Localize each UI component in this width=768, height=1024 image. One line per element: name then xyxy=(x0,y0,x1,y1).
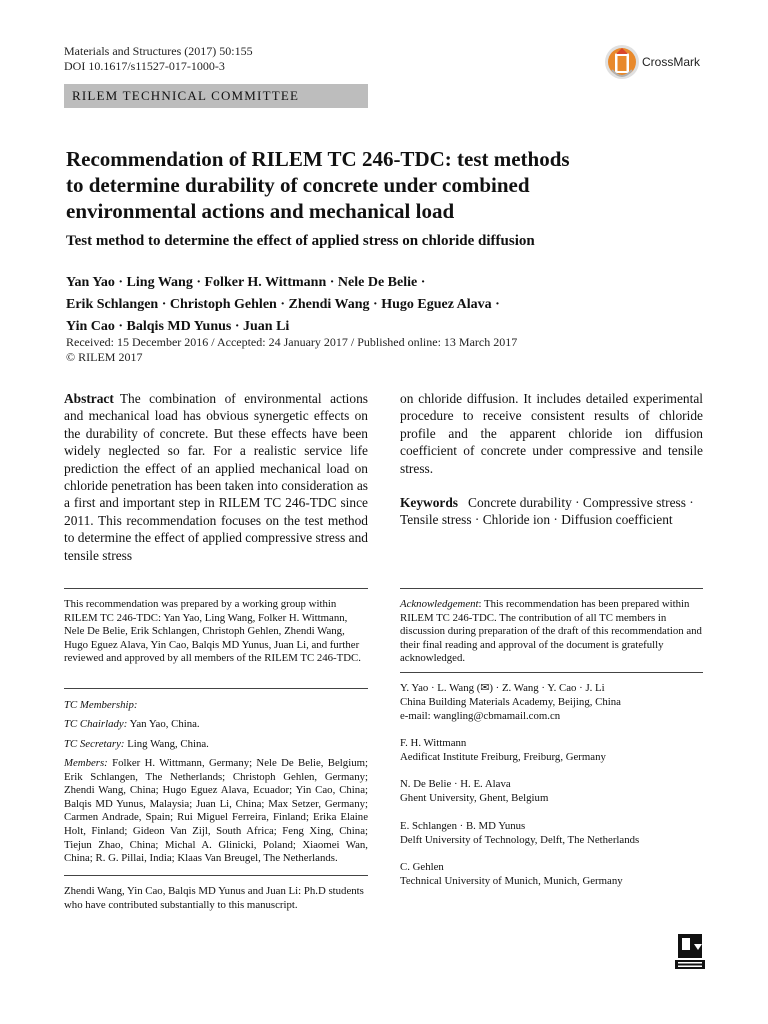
copyright-line: © RILEM 2017 xyxy=(66,350,143,364)
footnote-rule-right xyxy=(400,588,703,589)
tc-members xyxy=(64,757,368,866)
journal-citation: Materials and Structures (2017) 50:155 xyxy=(64,44,253,58)
tc-members-label: Members: xyxy=(64,757,108,769)
affiliation-line: Delft University of Technology, Delft, The Netherlands xyxy=(400,833,640,846)
section-label-bar xyxy=(64,84,368,108)
author-list xyxy=(66,272,706,338)
doi[interactable]: DOI 10.1617/s11527-017-1000-3 xyxy=(64,59,225,73)
affiliation-line: Aedificat Institute Freiburg, Freiburg, Germany xyxy=(400,750,606,763)
affiliation-block xyxy=(400,820,703,848)
tc-secretary-value: Ling Wang, China. xyxy=(127,738,209,750)
affiliation-names: Y. Yao · L. Wang (✉) · Z. Wang · Y. Cao · J. Li xyxy=(400,682,605,694)
dates-line: Received: 15 December 2016 / Accepted: 24 January 2017 / Published online: 13 March 2017 xyxy=(66,335,518,349)
footnote-divider xyxy=(64,688,368,689)
paper-subtitle: Test method to determine the effect of applied stress on chloride diffusion xyxy=(66,233,535,249)
keywords xyxy=(400,494,703,529)
affiliation-line: China Building Materials Academy, Beijing, China xyxy=(400,695,621,708)
tc-chair-label: TC Chairlady: xyxy=(64,718,128,730)
affiliation-block xyxy=(400,737,703,765)
affiliation-line: Technical University of Munich, Munich, Germany xyxy=(400,874,623,887)
title-line: to determine durability of concrete under combined xyxy=(66,173,530,197)
prepared-note: This recommendation was prepared by a working group within RILEM TC 246-TDC: Yan Yao, Ling Wang, Folker H. Wittmann, Nele De Belie, Erik Schlangen, Christoph Gehlen, Zhendi Wang, Hugo Eguez Alava, Yin Cao, Balqis MD Yunus, Juan Li, and further reviewed and approved by all members of the RILEM TC 246-TDC. xyxy=(64,598,361,665)
affiliation-names: F. H. Wittmann xyxy=(400,737,467,749)
author-line: Yan Yao · Ling Wang · Folker H. Wittmann · Nele De Belie · xyxy=(66,275,426,290)
abstract-left xyxy=(64,390,368,564)
affiliation-names: E. Schlangen · B. MD Yunus xyxy=(400,820,526,832)
affiliation-line: Ghent University, Ghent, Belgium xyxy=(400,791,549,804)
tc-membership-text: TC Membership: xyxy=(64,699,138,711)
crossmark-badge[interactable] xyxy=(604,42,714,82)
abstract-text: The combination of environmental actions and mechanical load has obvious synergetic effects on the durability of concrete. But these effects have been widely neglected so far. For a realistic service life prediction the effect of an applied mechanical load on chloride penetration has been taken into consideration as a first and important step in RILEM TC 246-TDC since 2011. This recommendation focuses on the test method to determine the effect of applied compressive stress and tensile stress xyxy=(64,391,368,563)
crossmark-icon xyxy=(604,42,640,82)
tc-secretary xyxy=(64,738,368,752)
affiliation-block xyxy=(400,778,703,806)
ack-text: : This recommendation has been prepared within RILEM TC 246-TDC. The contribution of all TC members in discussion during preparation of the draft of this recommendation and their final reading and approval of the document is gratefully acknowledged. xyxy=(400,598,702,665)
tc-members-value: Folker H. Wittmann, Germany; Nele De Belie, Belgium; Erik Schlangen, The Netherlands; Christoph Gehlen, Germany; Zhendi Wang, China; Hugo Eguez Alava, Ecuador; Yin Cao, China; Balqis MD Yunus, Malaysia; Juan Li, China; Max Setzer, Germany; Carmen Andrade, Spain; Rui Miguel Ferreira, Finland; Erika Elaine Holt, Finland; Gideon Van Zijl, South Africa; Feng Xing, China; Tiejun Zhao, China; Michal A. Glinicki, Poland; Xiaomei Wan, China; R. G. Pillai, India; Klaas Van Breugel, The Netherlands. xyxy=(64,757,368,865)
tc-chair xyxy=(64,718,368,732)
abstract-heading: Abstract xyxy=(64,391,114,406)
crossmark-label: CrossMark xyxy=(642,55,701,69)
title-line: Recommendation of RILEM TC 246-TDC: test methods xyxy=(66,147,570,171)
keywords-heading: Keywords xyxy=(400,495,459,510)
section-label: RILEM TECHNICAL COMMITTEE xyxy=(72,88,300,103)
tc-secretary-label: TC Secretary: xyxy=(64,738,125,750)
author-line: Erik Schlangen · Christoph Gehlen · Zhendi Wang · Hugo Eguez Alava · xyxy=(66,297,500,312)
abstract-text-continued: on chloride diffusion. It includes detailed experimental procedure to receive consistent results of chloride profile and the apparent chloride ion diffusion coefficient of concrete under compressive and tensile stress. xyxy=(400,391,703,476)
publication-dates xyxy=(66,335,706,365)
acknowledgement xyxy=(400,598,703,666)
abstract-right xyxy=(400,390,703,477)
author-line: Yin Cao · Balqis MD Yunus · Juan Li xyxy=(66,319,290,334)
footnote-divider xyxy=(400,672,703,673)
phd-note: Zhendi Wang, Yin Cao, Balqis MD Yunus and Juan Li: Ph.D students who have contributed substantially to this manuscript. xyxy=(64,885,364,911)
footnote-rule-left xyxy=(64,588,368,589)
footnote-divider xyxy=(64,875,368,876)
tc-chair-value: Yan Yao, China. xyxy=(129,718,200,730)
author-email[interactable]: e-mail: wangling@cbmamail.com.cn xyxy=(400,709,561,722)
affiliation-block xyxy=(400,861,703,889)
affiliation-block xyxy=(400,682,703,723)
title-line: environmental actions and mechanical load xyxy=(66,199,455,223)
paper-title xyxy=(66,146,706,224)
ack-label: Acknowledgement xyxy=(400,598,479,610)
affiliation-names: N. De Belie · H. E. Alava xyxy=(400,778,511,790)
tc-membership-label xyxy=(64,699,368,713)
affiliation-names: C. Gehlen xyxy=(400,861,444,873)
rilem-logo xyxy=(675,934,705,970)
keywords-text: Concrete durability · Compressive stress · Tensile stress · Chloride ion · Diffusion coefficient xyxy=(400,495,694,528)
